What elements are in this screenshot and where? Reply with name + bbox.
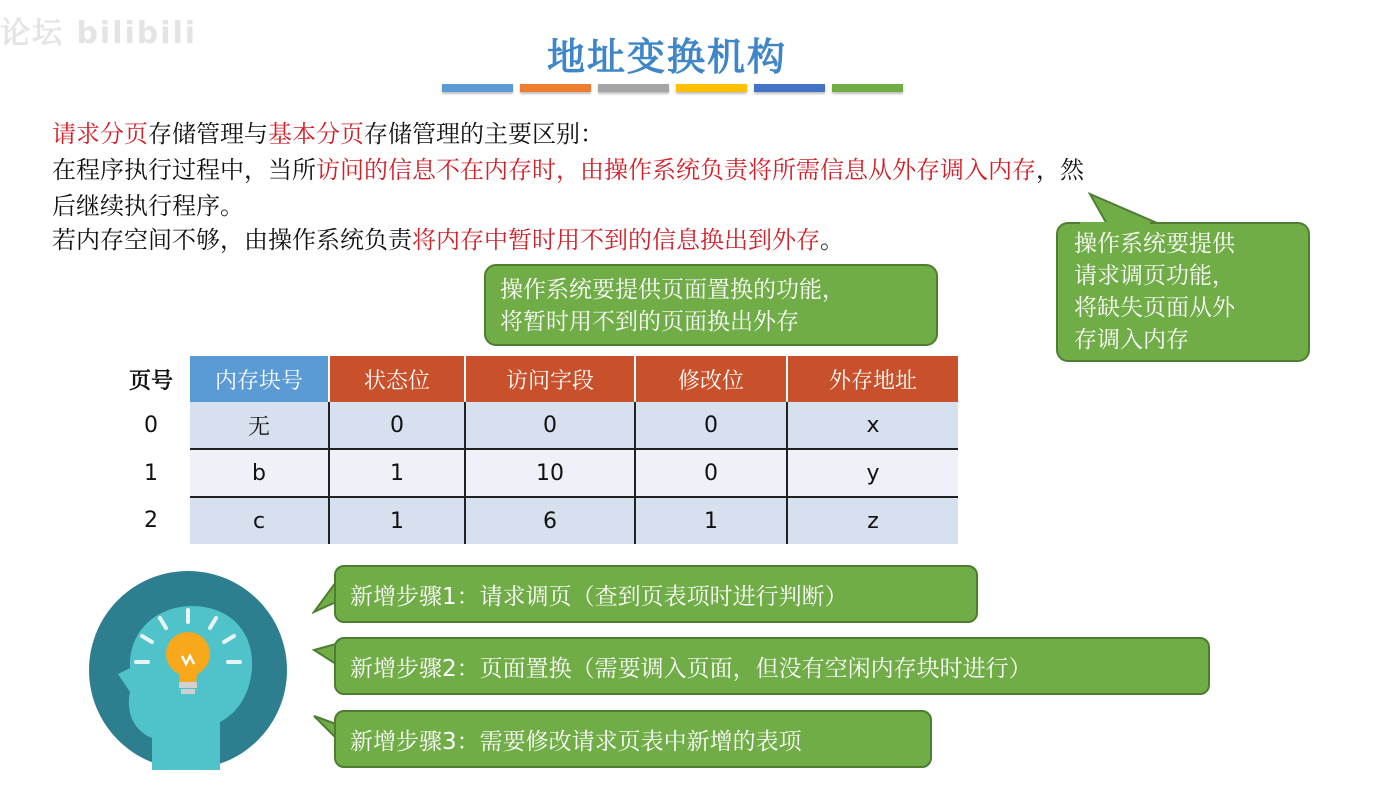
frame-cell: 无 (190, 402, 329, 449)
table-row (112, 497, 958, 544)
paragraph-line-4 (52, 222, 844, 258)
access-cell: 0 (465, 402, 635, 449)
slide-title: 地址变换机构 (546, 35, 787, 79)
disk-address-cell: x (787, 402, 958, 449)
line2-text-a: 在程序执行过程中，当所 (52, 156, 316, 184)
accent-bar-5 (754, 84, 825, 92)
accent-bar-3 (598, 84, 669, 92)
modified-cell: 1 (635, 497, 787, 544)
disk-address-cell: y (787, 449, 958, 497)
accent-bar-6 (832, 84, 903, 92)
header-page-number: 页号 (112, 356, 190, 402)
step-2-page-replacement: 新增步骤2：页面置换（需要调入页面，但没有空闲内存块时进行） (334, 637, 1210, 695)
line4-highlight: 将内存中暂时用不到的信息换出到外存 (412, 226, 820, 254)
paragraph-line-2 (52, 152, 1084, 188)
line1-text-b: 存储管理的主要区别： (364, 120, 604, 148)
paragraph-line-1 (52, 116, 604, 152)
page-number-cell: 0 (112, 402, 190, 449)
header-valid-bit: 状态位 (329, 356, 465, 402)
access-cell: 6 (465, 497, 635, 544)
header-access-field: 访问字段 (465, 356, 635, 402)
callout-right-line-1: 操作系统要提供 (1074, 231, 1235, 257)
request-page-table (112, 356, 958, 544)
callout-page-replacement (484, 264, 938, 346)
callout-demand-paging (1056, 222, 1310, 362)
page-number-cell: 2 (112, 497, 190, 544)
valid-cell: 1 (329, 497, 465, 544)
callout-right-line-2: 请求调页功能， (1074, 263, 1235, 289)
line1-text-a: 存储管理与 (148, 120, 268, 148)
callout-middle-line-2: 将暂时用不到的页面换出外存 (500, 309, 799, 335)
header-frame-number: 内存块号 (190, 356, 329, 402)
step-3-update-table: 新增步骤3：需要修改请求页表中新增的表项 (334, 710, 932, 768)
page-number-cell: 1 (112, 449, 190, 497)
accent-bars (442, 84, 903, 92)
line4-text-a: 若内存空间不够，由操作系统负责 (52, 226, 412, 254)
frame-cell: c (190, 497, 329, 544)
callout-middle-line-1: 操作系统要提供页面置换的功能， (500, 277, 845, 303)
step-1-demand-paging: 新增步骤1：请求调页（查到页表项时进行判断） (334, 565, 978, 623)
accent-bar-1 (442, 84, 513, 92)
callout-right-line-3: 将缺失页面从外 (1074, 295, 1235, 321)
term-basic-paging: 基本分页 (268, 120, 364, 148)
callout-right-line-4: 存调入内存 (1074, 327, 1189, 353)
table-row (112, 402, 958, 449)
access-cell: 10 (465, 449, 635, 497)
line2-text-b: ，然 (1036, 156, 1084, 184)
line4-end: 。 (820, 226, 844, 254)
accent-bar-2 (520, 84, 591, 92)
modified-cell: 0 (635, 402, 787, 449)
header-disk-address: 外存地址 (787, 356, 958, 402)
modified-cell: 0 (635, 449, 787, 497)
accent-bar-4 (676, 84, 747, 92)
watermark: 论坛 bilibili (0, 16, 198, 51)
frame-cell: b (190, 449, 329, 497)
table-row (112, 449, 958, 497)
valid-cell: 1 (329, 449, 465, 497)
header-modified-bit: 修改位 (635, 356, 787, 402)
disk-address-cell: z (787, 497, 958, 544)
line2-highlight: 访问的信息不在内存时，由操作系统负责将所需信息从外存调入内存 (316, 156, 1036, 184)
callout-right-tail-join (1080, 222, 1150, 226)
term-demand-paging: 请求分页 (52, 120, 148, 148)
valid-cell: 0 (329, 402, 465, 449)
paragraph-line-3: 后继续执行程序。 (52, 192, 244, 220)
idea-head-icon (88, 570, 288, 770)
